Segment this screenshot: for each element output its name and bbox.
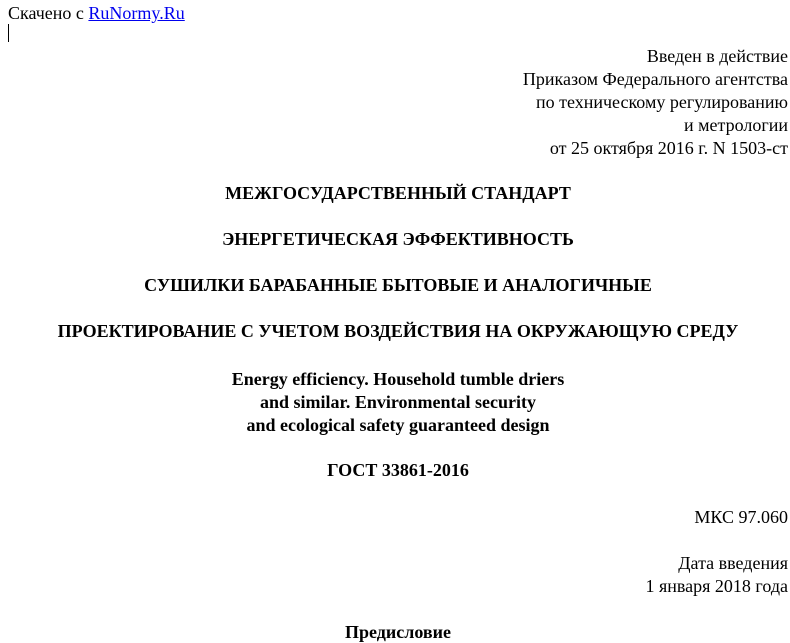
effective-date-label: Дата введения (678, 553, 788, 573)
intro-line-2: Приказом Федерального агентства (522, 69, 788, 89)
download-source-line (8, 2, 185, 24)
preface-heading: Предисловие (345, 622, 451, 642)
english-title-line-2: and similar. Environmental security (259, 392, 537, 412)
intro-line-5: от 25 октября 2016 г. N 1503-ст (549, 138, 788, 158)
intro-line-4: и метрологии (684, 115, 788, 135)
english-title-line-1: Energy efficiency. Household tumble driers (231, 369, 565, 389)
subject-heading: СУШИЛКИ БАРАБАННЫЕ БЫТОВЫЕ И АНАЛОГИЧНЫЕ (144, 275, 652, 295)
intro-line-3: по техническому регулированию (535, 92, 788, 112)
topic-heading: ЭНЕРГЕТИЧЕСКАЯ ЭФФЕКТИВНОСТЬ (222, 229, 574, 249)
gost-number: ГОСТ 33861-2016 (327, 460, 469, 480)
mks-code: МКС 97.060 (694, 507, 788, 527)
text-cursor (8, 24, 9, 42)
english-title-line-3: and ecological safety guaranteed design (246, 415, 550, 435)
intro-line-1: Введен в действие (646, 46, 788, 66)
runormy-link[interactable]: RuNormy.Ru (88, 3, 185, 23)
design-heading: ПРОЕКТИРОВАНИЕ С УЧЕТОМ ВОЗДЕЙСТВИЯ НА ОКРУЖАЮЩУЮ СРЕДУ (57, 321, 739, 341)
download-prefix: Скачено с (8, 3, 84, 23)
effective-date-value: 1 января 2018 года (645, 576, 788, 596)
standard-type-heading: МЕЖГОСУДАРСТВЕННЫЙ СТАНДАРТ (225, 183, 571, 203)
